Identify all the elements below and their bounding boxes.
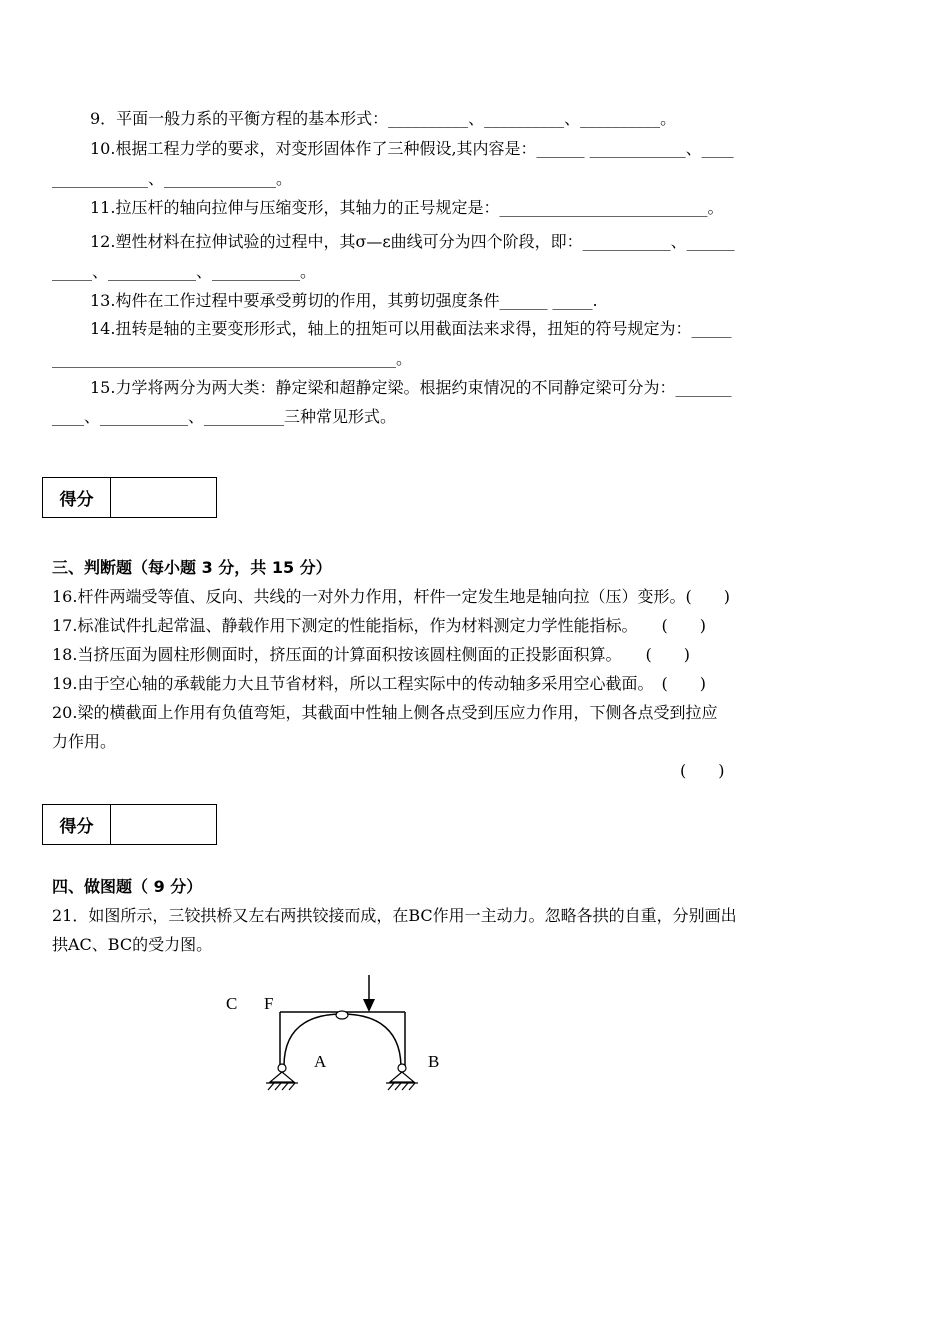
- left-support-icon: [266, 1064, 298, 1090]
- q15-line2: ____、___________、__________三种常见形式。: [52, 407, 397, 426]
- q17: 17.标准试件扎起常温、静载作用下测定的性能指标，作为材料测定力学性能指标。 ( ): [52, 616, 706, 635]
- q10-line1: 10.根据工程力学的要求，对变形固体作了三种假设,其内容是：______ ____________、____: [90, 139, 734, 158]
- right-support-icon: [386, 1064, 418, 1090]
- q19: 19.由于空心轴的承载能力大且节省材料，所以工程实际中的传动轴多采用空心截面。 ( ): [52, 674, 706, 693]
- label-F: F: [264, 994, 274, 1013]
- section4-title: 四、做图题（ 9 分）: [52, 877, 203, 896]
- q20-answer-paren[interactable]: ( ): [680, 761, 725, 780]
- label-A: A: [314, 1052, 327, 1071]
- q18: 18.当挤压面为圆柱形侧面时，挤压面的计算面积按该圆柱侧面的正投影面积算。 ( ): [52, 645, 690, 664]
- q14-line1: 14.扭转是轴的主要变形形式，轴上的扭矩可以用截面法来求得，扭矩的符号规定为：_____: [90, 319, 732, 338]
- label-B: B: [428, 1052, 440, 1071]
- q12-line2: _____、___________、___________。: [52, 262, 317, 281]
- crown-hinge-icon: [336, 1011, 348, 1019]
- q20-line2: 力作用。: [52, 732, 117, 751]
- frame: [280, 1012, 405, 1066]
- q16: 16.杆件两端受等值、反向、共线的一对外力作用，杆件一定发生地是轴向拉（压）变形。( ): [52, 587, 730, 606]
- q21-line2: 拱AC、BC的受力图。: [52, 935, 213, 954]
- q10-line2: ____________、______________。: [52, 169, 293, 188]
- score-label: 得分: [43, 478, 111, 517]
- q13: 13.构件在工作过程中要承受剪切的作用，其剪切强度条件______ _____.: [90, 291, 598, 310]
- label-C: C: [226, 994, 238, 1013]
- q12-line1: 12.塑性材料在拉伸试验的过程中，其σ—ε曲线可分为四个阶段，即：___________、______: [90, 232, 735, 251]
- q20-line1: 20.梁的横截面上作用有负值弯矩，其截面中性轴上侧各点受到压应力作用，下侧各点受到拉应: [52, 703, 718, 722]
- q11: 11.拉压杆的轴向拉伸与压缩变形，其轴力的正号规定是：__________________________。: [90, 198, 724, 217]
- score-label: 得分: [43, 805, 111, 844]
- q15-line1: 15.力学将两分为两大类：静定梁和超静定梁。根据约束情况的不同静定梁可分为：_______: [90, 378, 732, 397]
- q9: 9．平面一般力系的平衡方程的基本形式：__________、__________、__________。: [90, 109, 677, 128]
- q21-line1: 21．如图所示，三铰拱桥又左右两拱铰接而成，在BC作用一主动力。忽略各拱的自重，分别画出: [52, 906, 737, 925]
- section3-title: 三、判断题（每小题 3 分，共 15 分）: [52, 558, 332, 577]
- force-arrow-icon: [363, 975, 375, 1012]
- q14-line2: ___________________________________________。: [52, 349, 413, 368]
